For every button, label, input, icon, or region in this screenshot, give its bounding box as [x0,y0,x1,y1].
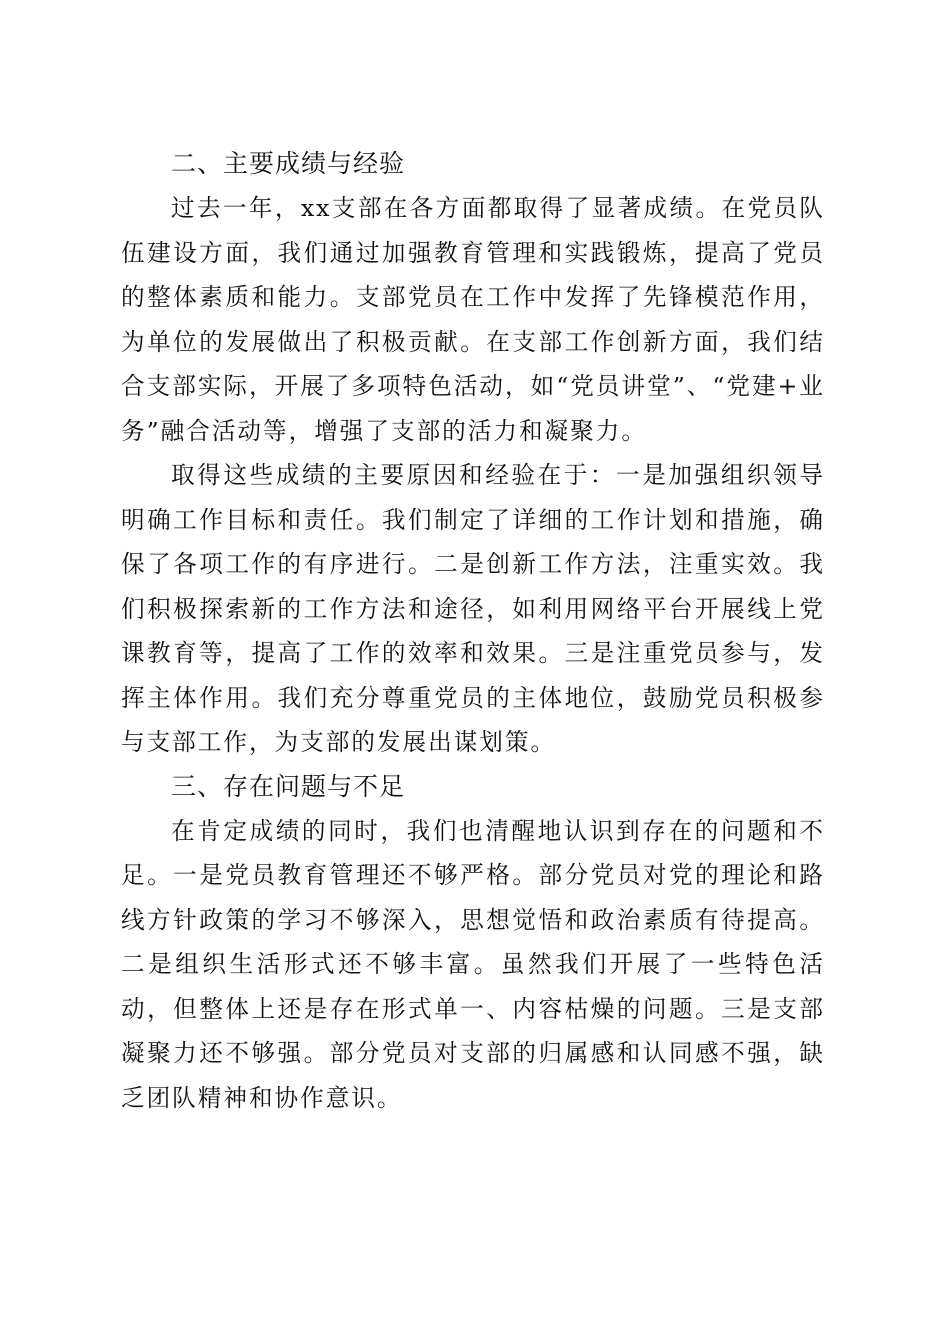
section-heading-problems: 三、存在问题与不足 [171,771,406,801]
paragraph-experience: 取得这些成绩的主要原因和经验在于：一是加强组织领导明确工作目标和责任。我们制定了详细的工作计划和措施，确保了各项工作的有序进行。二是创新工作方法，注重实效。我们积极探索新的工作方法和途径，如利用网络平台开展线上党课教育等，提高了工作的效率和效果。三是注重党员参与，发挥主体作用。我们充分尊重党员的主体地位，鼓励党员积极参与支部工作，为支部的发展出谋划策。 [121,461,825,756]
section-heading-achievements: 二、主要成绩与经验 [171,149,406,178]
paragraph-problems: 在肯定成绩的同时，我们也清醒地认识到存在的问题和不足。一是党员教育管理还不够严格。部分党员对党的理论和路线方针政策的学习不够深入，思想觉悟和政治素质有待提高。二是组织生活形式还不够丰富。虽然我们开展了一些特色活动，但整体上还是存在形式单一、内容枯燥的问题。三是支部凝聚力还不够强。部分党员对支部的归属感和认同感不强，缺乏团队精神和协作意识。 [121,816,825,1112]
document-body [121,142,825,1120]
paragraph-achievements: 过去一年，xx支部在各方面都取得了显著成绩。在党员队伍建设方面，我们通过加强教育管理和实践锻炼，提高了党员的整体素质和能力。支部党员在工作中发挥了先锋模范作用，为单位的发展做出了积极贡献。在支部工作创新方面，我们结合支部实际，开展了多项特色活动，如“党员讲堂”、“党建+业务”融合活动等，增强了支部的活力和凝聚力。 [121,194,825,445]
